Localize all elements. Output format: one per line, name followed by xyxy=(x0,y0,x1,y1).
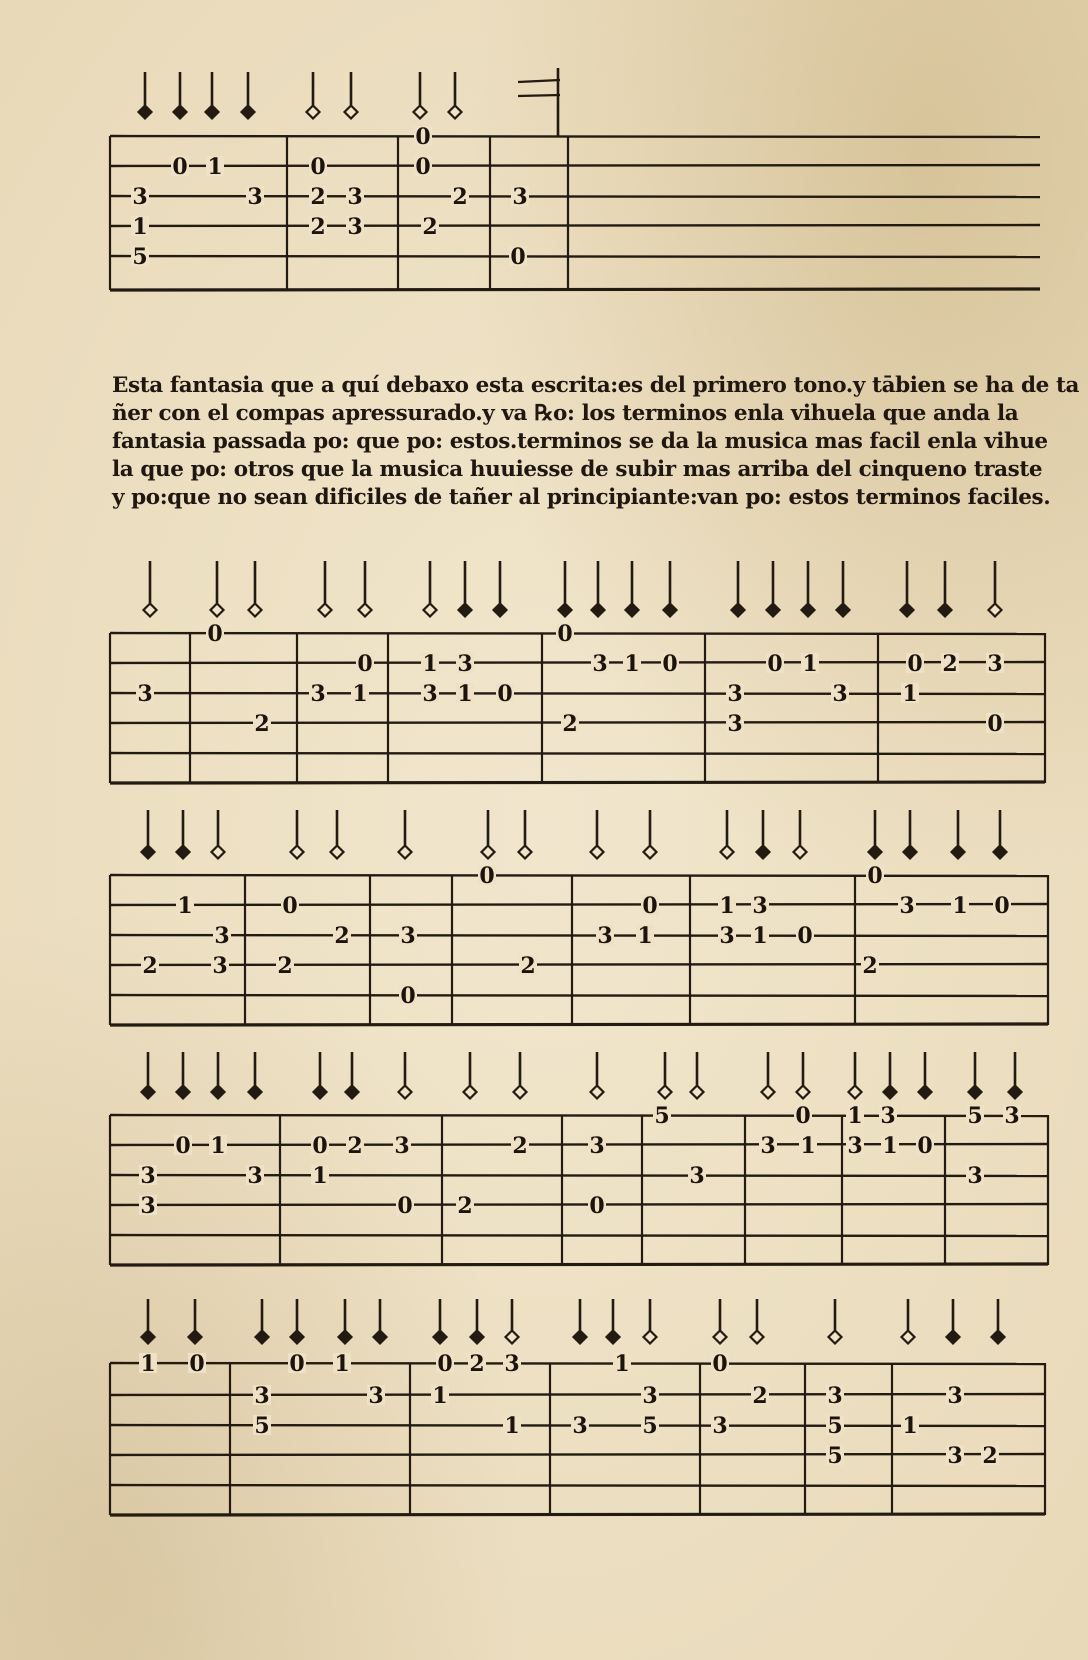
fret-number: 1 xyxy=(422,651,438,677)
staff-line xyxy=(110,1115,1048,1116)
tablature-system-5 xyxy=(0,1285,1088,1545)
fret-number: 1 xyxy=(504,1413,520,1439)
rhythm-note xyxy=(664,561,677,617)
fret-number: 1 xyxy=(802,651,818,677)
rhythm-note xyxy=(691,1052,704,1099)
staff-line xyxy=(110,1024,1048,1025)
fret-number: 2 xyxy=(942,651,958,677)
rhythm-note xyxy=(307,72,320,119)
rhythm-note xyxy=(644,810,657,859)
staff-line xyxy=(110,935,1048,936)
fret-number: 0 xyxy=(312,1133,328,1159)
staff-line xyxy=(110,1204,1048,1205)
fret-number: 0 xyxy=(282,893,298,919)
rhythm-note xyxy=(939,561,952,617)
fret-number: 1 xyxy=(882,1133,898,1159)
fret-number: 3 xyxy=(140,1193,156,1219)
fret-number: 0 xyxy=(907,651,923,677)
rhythm-note xyxy=(994,810,1007,859)
fret-number: 5 xyxy=(827,1413,843,1439)
rhythm-note xyxy=(969,1052,982,1099)
rhythm-note xyxy=(797,1052,810,1099)
fret-number: 2 xyxy=(422,214,438,240)
staff-line xyxy=(110,633,1045,634)
fret-number: 3 xyxy=(368,1383,384,1409)
rhythm-note xyxy=(591,810,604,859)
fret-number: 0 xyxy=(712,1351,728,1377)
rhythm-note xyxy=(607,1299,620,1344)
fret-number: 2 xyxy=(512,1133,528,1159)
fret-number: 5 xyxy=(967,1103,983,1129)
fret-number: 0 xyxy=(400,983,416,1009)
fret-number: 3 xyxy=(832,681,848,707)
rhythm-note xyxy=(952,810,965,859)
rhythm-note xyxy=(142,810,155,859)
fret-number: 3 xyxy=(987,651,1003,677)
rhythm-note xyxy=(449,72,462,119)
tablature-system-1 xyxy=(0,0,1088,310)
rhythm-note xyxy=(732,561,745,617)
fret-number: 5 xyxy=(827,1443,843,1469)
rhythm-note xyxy=(471,1299,484,1344)
fret-number: 3 xyxy=(347,184,363,210)
fret-number: 3 xyxy=(512,184,528,210)
fret-number: 0 xyxy=(987,711,1003,737)
fret-number: 2 xyxy=(862,953,878,979)
rhythm-note xyxy=(339,1299,352,1344)
fret-number: 0 xyxy=(415,154,431,180)
rhythm-note xyxy=(901,561,914,617)
rhythm-note xyxy=(189,1299,202,1344)
fret-number: 3 xyxy=(140,1163,156,1189)
fret-number: 3 xyxy=(947,1383,963,1409)
rhythm-note xyxy=(829,1299,842,1344)
rhythm-note xyxy=(174,72,187,119)
staff-line xyxy=(110,875,1048,876)
staff-line xyxy=(110,753,1045,754)
rhythm-note xyxy=(206,72,219,119)
fret-number: 3 xyxy=(457,651,473,677)
staff-line xyxy=(110,289,1040,290)
rhythm-note xyxy=(211,561,224,617)
rhythm-note xyxy=(249,1052,262,1099)
tablature-system-4 xyxy=(0,1040,1088,1280)
rhythm-note xyxy=(714,1299,727,1344)
fret-number: 2 xyxy=(310,184,326,210)
fret-number: 3 xyxy=(247,1163,263,1189)
staff-line xyxy=(110,1514,1045,1515)
tablature-system-3 xyxy=(0,800,1088,1040)
staff-line xyxy=(110,964,1048,965)
rhythm-note xyxy=(989,561,1002,617)
fret-number: 2 xyxy=(142,953,158,979)
text-line: ñer con el compas apressurado.y va ℞o: los terminos enla vihuela que anda la xyxy=(112,401,1019,426)
fret-number: 3 xyxy=(400,923,416,949)
fret-number: 3 xyxy=(214,923,230,949)
rhythm-note xyxy=(319,561,332,617)
fret-number: 3 xyxy=(827,1383,843,1409)
fret-number: 0 xyxy=(557,621,573,647)
staff-line xyxy=(110,1485,1045,1486)
fret-number: 1 xyxy=(800,1133,816,1159)
fret-number: 0 xyxy=(510,244,526,270)
fret-number: 1 xyxy=(952,893,968,919)
rhythm-note xyxy=(459,561,472,617)
fret-number: 3 xyxy=(689,1163,705,1189)
rhythm-note xyxy=(494,561,507,617)
fret-number: 0 xyxy=(172,154,188,180)
fret-number: 2 xyxy=(982,1443,998,1469)
fret-number: 0 xyxy=(917,1133,933,1159)
rhythm-note xyxy=(291,1299,304,1344)
rhythm-note xyxy=(256,1299,269,1344)
rhythm-note xyxy=(659,1052,672,1099)
text-line: y po:que no sean dificiles de tañer al principiante:van po: estos terminos faciles. xyxy=(112,485,1051,510)
rhythm-note xyxy=(869,810,882,859)
rhythm-note xyxy=(345,72,358,119)
rhythm-note xyxy=(751,1299,764,1344)
text-line: la que po: otros que la musica huuiesse de subir mas arriba del cinqueno traste xyxy=(112,457,1043,482)
rhythm-note xyxy=(291,810,304,859)
fret-number: 3 xyxy=(247,184,263,210)
fret-number: 0 xyxy=(357,651,373,677)
staff-line xyxy=(110,1264,1048,1265)
fret-number: 3 xyxy=(760,1133,776,1159)
fret-number: 3 xyxy=(947,1443,963,1469)
fret-number: 3 xyxy=(504,1351,520,1377)
rhythm-note xyxy=(837,561,850,617)
fret-number: 1 xyxy=(140,1351,156,1377)
rhythm-note xyxy=(414,72,427,119)
rhythm-note xyxy=(992,1299,1005,1344)
description-paragraph xyxy=(112,372,1080,512)
rhythm-note xyxy=(346,1052,359,1099)
staff-line xyxy=(110,662,1045,663)
fret-number: 3 xyxy=(347,214,363,240)
rhythm-note xyxy=(919,1052,932,1099)
fret-number: 3 xyxy=(880,1103,896,1129)
fret-number: 0 xyxy=(207,621,223,647)
fret-number: 2 xyxy=(562,711,578,737)
fret-number: 3 xyxy=(847,1133,863,1159)
rhythm-note xyxy=(626,561,639,617)
rhythm-note xyxy=(1009,1052,1022,1099)
fret-number: 2 xyxy=(520,953,536,979)
rhythm-note xyxy=(506,1299,519,1344)
fret-number: 0 xyxy=(795,1103,811,1129)
fret-number: 3 xyxy=(752,893,768,919)
rhythm-note xyxy=(434,1299,447,1344)
fret-number: 0 xyxy=(642,893,658,919)
rhythm-note xyxy=(242,72,255,119)
rhythm-note xyxy=(424,561,437,617)
rhythm-note xyxy=(177,1052,190,1099)
fret-number: 0 xyxy=(994,893,1010,919)
staff-line xyxy=(110,1394,1045,1395)
fret-number: 3 xyxy=(727,711,743,737)
fret-number: 0 xyxy=(310,154,326,180)
rhythm-note xyxy=(359,561,372,617)
fret-number: 0 xyxy=(767,651,783,677)
rhythm-note xyxy=(249,561,262,617)
staff-line xyxy=(110,1363,1045,1364)
fret-number: 1 xyxy=(207,154,223,180)
fret-number: 2 xyxy=(457,1193,473,1219)
fret-number: 2 xyxy=(452,184,468,210)
rhythm-note xyxy=(904,810,917,859)
fret-number: 1 xyxy=(624,651,640,677)
fret-number: 3 xyxy=(642,1383,658,1409)
fret-number: 3 xyxy=(719,923,735,949)
fret-number: 1 xyxy=(902,1413,918,1439)
fret-number: 3 xyxy=(132,184,148,210)
fret-number: 1 xyxy=(752,923,768,949)
fret-number: 5 xyxy=(132,244,148,270)
rhythm-note xyxy=(331,810,344,859)
staff-line xyxy=(110,782,1045,783)
rhythm-note xyxy=(464,1052,477,1099)
rhythm-note xyxy=(902,1299,915,1344)
fret-number: 0 xyxy=(662,651,678,677)
fret-number: 3 xyxy=(592,651,608,677)
fret-number: 0 xyxy=(867,863,883,889)
fret-number: 1 xyxy=(637,923,653,949)
fret-number: 0 xyxy=(289,1351,305,1377)
staff-line xyxy=(110,256,1040,257)
rhythm-note xyxy=(374,1299,387,1344)
fret-number: 2 xyxy=(469,1351,485,1377)
fret-number: 0 xyxy=(189,1351,205,1377)
fret-number: 1 xyxy=(457,681,473,707)
rhythm-note xyxy=(884,1052,897,1099)
fret-number: 3 xyxy=(727,681,743,707)
fret-number: 0 xyxy=(497,681,513,707)
rhythm-note xyxy=(947,1299,960,1344)
rhythm-note xyxy=(762,1052,775,1099)
fret-number: 3 xyxy=(597,923,613,949)
fret-number: 3 xyxy=(899,893,915,919)
staff-line xyxy=(110,225,1040,226)
fret-number: 2 xyxy=(752,1383,768,1409)
fret-number: 3 xyxy=(254,1383,270,1409)
rhythm-note xyxy=(794,810,807,859)
rhythm-note xyxy=(144,561,157,617)
rhythm-note xyxy=(559,561,572,617)
fret-number: 0 xyxy=(479,863,495,889)
rhythm-note xyxy=(177,810,190,859)
fret-number: 1 xyxy=(312,1163,328,1189)
rhythm-note xyxy=(644,1299,657,1344)
text-line: fantasia passada po: que po: estos.terminos se da la musica mas facil enla vihue xyxy=(112,429,1048,454)
fret-number: 0 xyxy=(415,124,431,150)
fret-number: 1 xyxy=(432,1383,448,1409)
fret-number: 0 xyxy=(589,1193,605,1219)
fret-number: 0 xyxy=(175,1133,191,1159)
staff-line xyxy=(110,136,1040,137)
fret-number: 2 xyxy=(334,923,350,949)
rhythm-note xyxy=(314,1052,327,1099)
fret-number: 1 xyxy=(902,681,918,707)
fret-number: 5 xyxy=(254,1413,270,1439)
fret-number: 0 xyxy=(397,1193,413,1219)
fret-number: 3 xyxy=(572,1413,588,1439)
fret-number: 0 xyxy=(797,923,813,949)
rhythm-note xyxy=(849,1052,862,1099)
staff-line xyxy=(110,165,1040,166)
rhythm-note xyxy=(399,1052,412,1099)
rhythm-note xyxy=(802,561,815,617)
fret-number: 1 xyxy=(719,893,735,919)
rhythm-note xyxy=(399,810,412,859)
fret-number: 5 xyxy=(654,1103,670,1129)
fret-number: 2 xyxy=(254,711,270,737)
tablature-system-2 xyxy=(0,555,1088,795)
fret-number: 5 xyxy=(642,1413,658,1439)
fret-number: 2 xyxy=(347,1133,363,1159)
rhythm-note xyxy=(482,810,495,859)
staff-line xyxy=(110,1454,1045,1455)
rhythm-note xyxy=(142,1299,155,1344)
fret-number: 3 xyxy=(712,1413,728,1439)
rhythm-note xyxy=(212,810,225,859)
fret-number: 2 xyxy=(277,953,293,979)
rhythm-note xyxy=(139,72,152,119)
rhythm-note xyxy=(519,810,532,859)
fret-number: 1 xyxy=(334,1351,350,1377)
text-line: Esta fantasia que a quí debaxo esta escrita:es del primero tono.y tābien se ha de ta xyxy=(112,373,1080,398)
fret-number: 3 xyxy=(422,681,438,707)
fret-number: 3 xyxy=(589,1133,605,1159)
staff-line xyxy=(110,995,1048,996)
rhythm-note xyxy=(757,810,770,859)
rhythm-note xyxy=(591,1052,604,1099)
rhythm-note xyxy=(142,1052,155,1099)
fret-number: 2 xyxy=(310,214,326,240)
rhythm-note xyxy=(514,1052,527,1099)
rhythm-note xyxy=(212,1052,225,1099)
rhythm-note xyxy=(574,1299,587,1344)
fret-number: 1 xyxy=(614,1351,630,1377)
repeat-sign xyxy=(518,68,560,136)
fret-number: 1 xyxy=(210,1133,226,1159)
fret-number: 3 xyxy=(137,681,153,707)
fret-number: 1 xyxy=(352,681,368,707)
fret-number: 3 xyxy=(212,953,228,979)
fret-number: 3 xyxy=(310,681,326,707)
rhythm-note xyxy=(592,561,605,617)
fret-number: 3 xyxy=(967,1163,983,1189)
fret-number: 3 xyxy=(394,1133,410,1159)
fret-number: 1 xyxy=(177,893,193,919)
fret-number: 1 xyxy=(132,214,148,240)
rhythm-note xyxy=(721,810,734,859)
fret-number: 1 xyxy=(847,1103,863,1129)
staff-line xyxy=(110,1235,1048,1236)
fret-number: 0 xyxy=(437,1351,453,1377)
staff-line xyxy=(110,1144,1048,1145)
rhythm-note xyxy=(767,561,780,617)
fret-number: 3 xyxy=(1004,1103,1020,1129)
